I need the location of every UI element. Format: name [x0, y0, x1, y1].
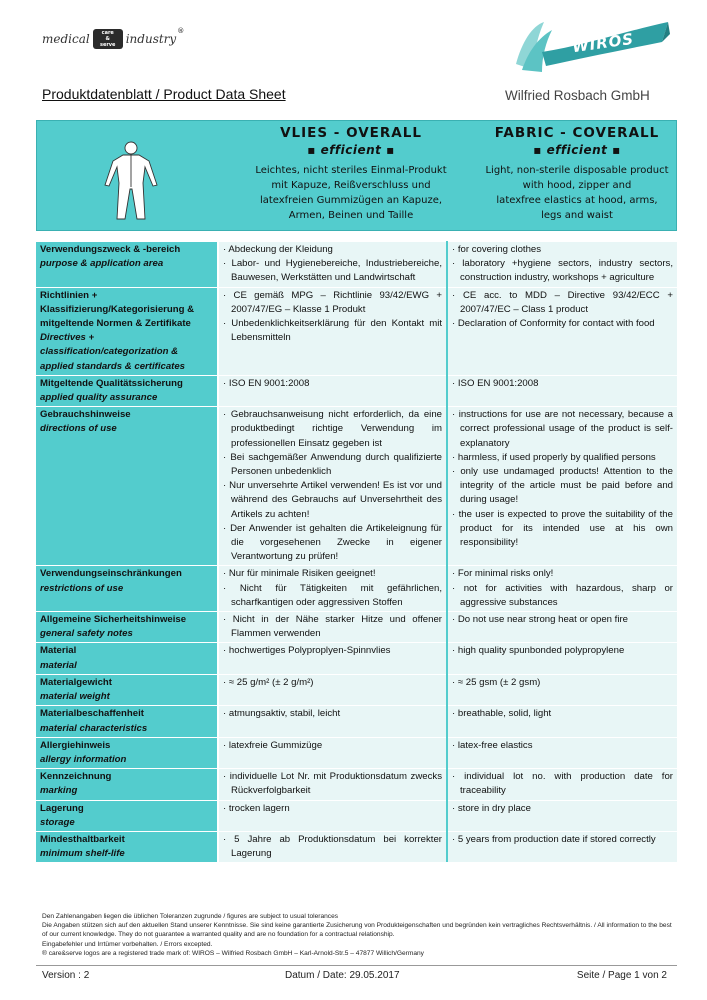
- bullet-item: · instructions for use are not necessary, because a correct professional usage of the product is self-explanatory: [452, 408, 673, 451]
- description-line: latexfree elastics at hood, arms,: [496, 195, 658, 206]
- bullet-item: · CE gemäß MPG – Richtlinie 93/42/EWG + 2007/47/EG – Klasse 1 Produkt: [223, 289, 442, 317]
- bullet-item: · hochwertiges Polyproplyen-Spinnvlies: [223, 644, 442, 658]
- bullet-item: · breathable, solid, light: [452, 707, 673, 721]
- wiros-logo: [512, 12, 672, 77]
- bullet-list: [452, 739, 673, 753]
- registered-mark: ®: [177, 27, 185, 35]
- row-value-en: [447, 800, 677, 831]
- footer-note: ® care&serve logos are a registered trade mark of: WIROS – Wilfried Rosbach GmbH – Karl-Arnold-Str.5 – 47877 Willich/Germany: [42, 949, 424, 957]
- row-label-de: Verwendungszweck & -bereich: [40, 244, 181, 255]
- row-value-en: [447, 643, 677, 674]
- company-name: Wilfried Rosbach GmbH: [505, 88, 650, 103]
- row-label-de: Allergiehinweis: [40, 739, 111, 751]
- care-serve-logo: [42, 28, 217, 50]
- bullet-list: [223, 408, 442, 564]
- bullet-item: · trocken lagern: [223, 802, 442, 816]
- bullet-item: · Nicht für Tätigkeiten mit gefährlichen, scharfkantigen oder aggressiven Stoffen: [223, 582, 442, 610]
- bullet-list: [452, 289, 673, 332]
- bullet-item: · not for activities with hazardous, sharp or aggressive substances: [452, 582, 673, 610]
- bullet-list: [452, 613, 673, 627]
- row-label-cell: [36, 612, 218, 643]
- description-line: Armen, Beinen und Taille: [288, 210, 414, 221]
- bullet-item: · Nur für minimale Risiken geeignet!: [223, 567, 442, 581]
- bullet-list: [452, 707, 673, 721]
- description-line: Leichtes, nicht steriles Einmal-Produkt: [255, 165, 447, 176]
- bullet-list: [223, 707, 442, 721]
- bullet-item: · Abdeckung der Kleidung: [223, 243, 442, 257]
- row-label-en: restrictions of use: [40, 582, 124, 594]
- row-label-de: Mitgeltende Qualitätssicherung: [40, 377, 183, 389]
- row-label-en: material weight: [40, 691, 110, 703]
- description-line: with hood, zipper and: [522, 180, 632, 191]
- row-label-en: storage: [40, 816, 75, 828]
- table-row: [36, 737, 677, 768]
- wiros-brand-text: WIROS: [571, 29, 636, 57]
- bullet-list: [452, 802, 673, 816]
- bullet-list: [452, 770, 673, 798]
- bullet-item: · the user is expected to prove the suitability of the product for its intended use at his own responsibility!: [452, 508, 673, 551]
- row-value-en: [447, 674, 677, 705]
- row-label-cell: [36, 674, 218, 705]
- bullet-item: · only use undamaged products! Attention to the integrity of the article must be paid before and during usage!: [452, 465, 673, 508]
- bullet-item: · ISO EN 9001:2008: [452, 377, 673, 391]
- bullet-list: [223, 770, 442, 798]
- bullet-list: [223, 289, 442, 346]
- row-value-en: [447, 375, 677, 406]
- row-label-cell: [36, 407, 218, 566]
- row-label-en: applied quality assurance: [40, 392, 158, 404]
- row-label-en: marking: [40, 785, 78, 797]
- bullet-item: · Declaration of Conformity for contact with food: [452, 317, 673, 331]
- row-label-de: Gebrauchshinweise: [40, 409, 131, 421]
- row-value-de: [218, 566, 447, 612]
- logo-box-amp: &: [105, 36, 110, 42]
- bullet-item: · individual lot no. with production date for traceability: [452, 770, 673, 798]
- table-row: [36, 242, 677, 288]
- bullet-list: [223, 567, 442, 610]
- bullet-list: [223, 243, 442, 286]
- bullet-list: [223, 802, 442, 816]
- row-label-de: Material: [40, 645, 77, 657]
- table-row: [36, 769, 677, 800]
- bullet-item: · CE acc. to MDD – Directive 93/42/ECC + 2007/47/EC – Class 1 product: [452, 289, 673, 317]
- row-value-de: [218, 706, 447, 737]
- logo-box-care: care: [101, 30, 114, 36]
- bullet-item: · Gebrauchsanweisung nicht erforderlich, da eine produktbedingt richtige Verwendung im professionellen Einsatz gegeben ist: [223, 408, 442, 451]
- table-row: [36, 612, 677, 643]
- bullet-item: · Bei sachgemäßer Anwendung durch qualifizierte Personen unbedenklich: [223, 451, 442, 479]
- row-value-de: [218, 287, 447, 375]
- bullet-list: [223, 644, 442, 658]
- row-label-de: Lagerung: [40, 802, 84, 814]
- bullet-list: [452, 676, 673, 690]
- logo-industry-text: industry: [125, 32, 177, 46]
- product-name-de: VLIES - OVERALL: [280, 125, 422, 141]
- page-title: Produktdatenblatt / Product Data Sheet: [42, 86, 286, 102]
- row-label-en: material: [40, 659, 77, 671]
- bullet-list: [452, 833, 673, 847]
- row-label-en: allergy information: [40, 753, 127, 765]
- row-label-cell: [36, 375, 218, 406]
- logo-medical-text: medical: [42, 32, 90, 46]
- spec-table-body: [36, 242, 677, 863]
- bullet-list: [452, 377, 673, 391]
- table-row: [36, 674, 677, 705]
- row-label-de: Materialgewicht: [40, 676, 112, 688]
- row-value-en: [447, 566, 677, 612]
- row-value-de: [218, 242, 447, 288]
- bullet-item: · atmungsaktiv, stabil, leicht: [223, 707, 442, 721]
- row-label-de: Mindesthaltbarkeit: [40, 833, 125, 845]
- bullet-item: · ≈ 25 g/m² (± 2 g/m²): [223, 676, 442, 690]
- product-tagline-en: ▪ efficient ▪: [533, 143, 621, 157]
- bullet-item: · store in dry place: [452, 802, 673, 816]
- table-row: [36, 831, 677, 862]
- bullet-item: · high quality spunbonded polypropylene: [452, 644, 673, 658]
- bullet-item: · for covering clothes: [452, 243, 673, 257]
- row-value-de: [218, 375, 447, 406]
- row-value-de: [218, 831, 447, 862]
- row-value-de: [218, 737, 447, 768]
- description-line: Light, non-sterile disposable product: [485, 165, 669, 176]
- product-name-en: FABRIC - COVERALL: [494, 125, 660, 141]
- row-value-en: [447, 831, 677, 862]
- logo-box-serve: serve: [99, 42, 116, 48]
- bullet-list: [223, 377, 442, 391]
- table-row: [36, 375, 677, 406]
- bullet-item: · Nur unversehrte Artikel verwenden! Es ist vor und während des Gebrauchs auf Unversehrtheit des Artikels zu achten!: [223, 479, 442, 522]
- bullet-item: · Nicht in der Nähe starker Hitze und offener Flammen verwenden: [223, 613, 442, 641]
- page-label: Seite / Page 1 von 2: [576, 970, 667, 981]
- table-row: [36, 643, 677, 674]
- row-value-de: [218, 800, 447, 831]
- row-label-de: Allgemeine Sicherheitshinweise: [40, 614, 187, 626]
- bullet-item: · For minimal risks only!: [452, 567, 673, 581]
- table-row: [36, 566, 677, 612]
- row-value-de: [218, 674, 447, 705]
- row-value-de: [218, 407, 447, 566]
- row-label-en: purpose & application area: [40, 258, 164, 270]
- row-label-cell: [36, 242, 218, 288]
- bullet-item: · Do not use near strong heat or open fire: [452, 613, 673, 627]
- row-label-de: Materialbeschaffenheit: [40, 708, 144, 720]
- bullet-item: · Der Anwender ist gehalten die Artikeleignung für die vorgesehenen Zwecke in eigener Verantwortung zu prüfen!: [223, 522, 442, 565]
- bullet-item: · latex-free elastics: [452, 739, 673, 753]
- date-label: Datum / Date: 29.05.2017: [285, 970, 400, 981]
- row-value-de: [218, 612, 447, 643]
- bullet-item: · ≈ 25 gsm (± 2 gsm): [452, 676, 673, 690]
- row-label-cell: [36, 737, 218, 768]
- bullet-item: · 5 years from production date if stored correctly: [452, 833, 673, 847]
- row-value-en: [447, 407, 677, 566]
- product-header-band: [36, 120, 677, 231]
- row-label-en: general safety notes: [40, 628, 133, 640]
- footer-note: Den Zahlenangaben liegen die üblichen Toleranzen zugrunde / figures are subject to usual tolerances: [42, 913, 339, 920]
- bullet-list: [223, 739, 442, 753]
- row-label-de: Verwendungseinschränkungen: [40, 568, 182, 580]
- bullet-list: [452, 408, 673, 550]
- row-label-de: Kennzeichnung: [40, 771, 112, 783]
- row-label-cell: [36, 831, 218, 862]
- bullet-item: · Unbedenklichkeitserklärung für den Kontakt mit Lebensmitteln: [223, 317, 442, 345]
- bullet-item: · laboratory +hygiene sectors, industry sectors, construction industry, workshops + agriculture: [452, 257, 673, 285]
- description-line: mit Kapuze, Reißverschluss und: [271, 180, 431, 191]
- table-row: [36, 287, 677, 375]
- row-label-cell: [36, 769, 218, 800]
- row-label-cell: [36, 643, 218, 674]
- row-value-en: [447, 612, 677, 643]
- row-label-en: material characteristics: [40, 722, 148, 734]
- bullet-list: [452, 567, 673, 610]
- row-label-en: minimum shelf-life: [40, 848, 125, 860]
- row-label-en: directions of use: [40, 423, 117, 435]
- bullet-item: · Labor- und Hygienebereiche, Industriebereiche, Bauwesen, Werkstätten und Landwirtschaft: [223, 257, 442, 285]
- bullet-list: [452, 644, 673, 658]
- description-line: latexfreien Gummizügen an Kapuze,: [259, 195, 443, 206]
- row-label-en: Directives + classification/categorization & applied standards & certificates: [40, 332, 186, 372]
- bullet-list: [223, 833, 442, 861]
- product-column-de: [225, 125, 477, 223]
- table-row: [36, 706, 677, 737]
- row-label-cell: [36, 287, 218, 375]
- row-value-en: [447, 287, 677, 375]
- bullet-item: · individuelle Lot Nr. mit Produktionsdatum zwecks Rückverfolgbarkeit: [223, 770, 442, 798]
- spec-table: [36, 241, 677, 862]
- bullet-item: · 5 Jahre ab Produktionsdatum bei korrekter Lagerung: [223, 833, 442, 861]
- row-value-de: [218, 643, 447, 674]
- row-label-cell: [36, 800, 218, 831]
- table-row: [36, 800, 677, 831]
- row-value-de: [218, 769, 447, 800]
- description-line: legs and waist: [541, 210, 613, 221]
- row-label-de: Richtlinien + Klassifizierung/Kategorisierung & mitgeltende Normen & Zertifikate: [40, 289, 195, 330]
- footer-divider: [36, 965, 677, 966]
- footer-notes: [42, 912, 672, 958]
- row-label-cell: [36, 566, 218, 612]
- bullet-list: [452, 243, 673, 286]
- footer-note: Eingabefehler und Irrtümer vorbehalten. / Errors excepted.: [42, 940, 213, 948]
- version-label: Version : 2: [42, 970, 90, 981]
- product-column-en: [477, 125, 677, 223]
- product-description-de: [225, 163, 477, 223]
- bullet-item: · latexfreie Gummizüge: [223, 739, 442, 753]
- coverall-icon: [101, 139, 161, 223]
- care-serve-box: [93, 29, 123, 49]
- table-row: [36, 407, 677, 566]
- bullet-list: [223, 676, 442, 690]
- product-tagline-de: ▪ efficient ▪: [307, 143, 395, 157]
- product-description-en: [477, 163, 677, 223]
- row-value-en: [447, 242, 677, 288]
- row-label-cell: [36, 706, 218, 737]
- row-value-en: [447, 769, 677, 800]
- bullet-item: · harmless, if used properly by qualified persons: [452, 451, 673, 465]
- bullet-item: · ISO EN 9001:2008: [223, 377, 442, 391]
- row-value-en: [447, 706, 677, 737]
- footer-note: Die Angaben stützen sich auf den aktuellen Stand unserer Kenntnisse. Sie sind keine garantierte Zusicherung von Produkteigenschaften und begründen kein vertragliches Rechtsverhältnis. / All information to the best of our current knowledge. They do not guarantee a warranted quality and are no foundation for a contractual relationship.: [42, 922, 672, 939]
- bullet-list: [223, 613, 442, 641]
- row-value-en: [447, 737, 677, 768]
